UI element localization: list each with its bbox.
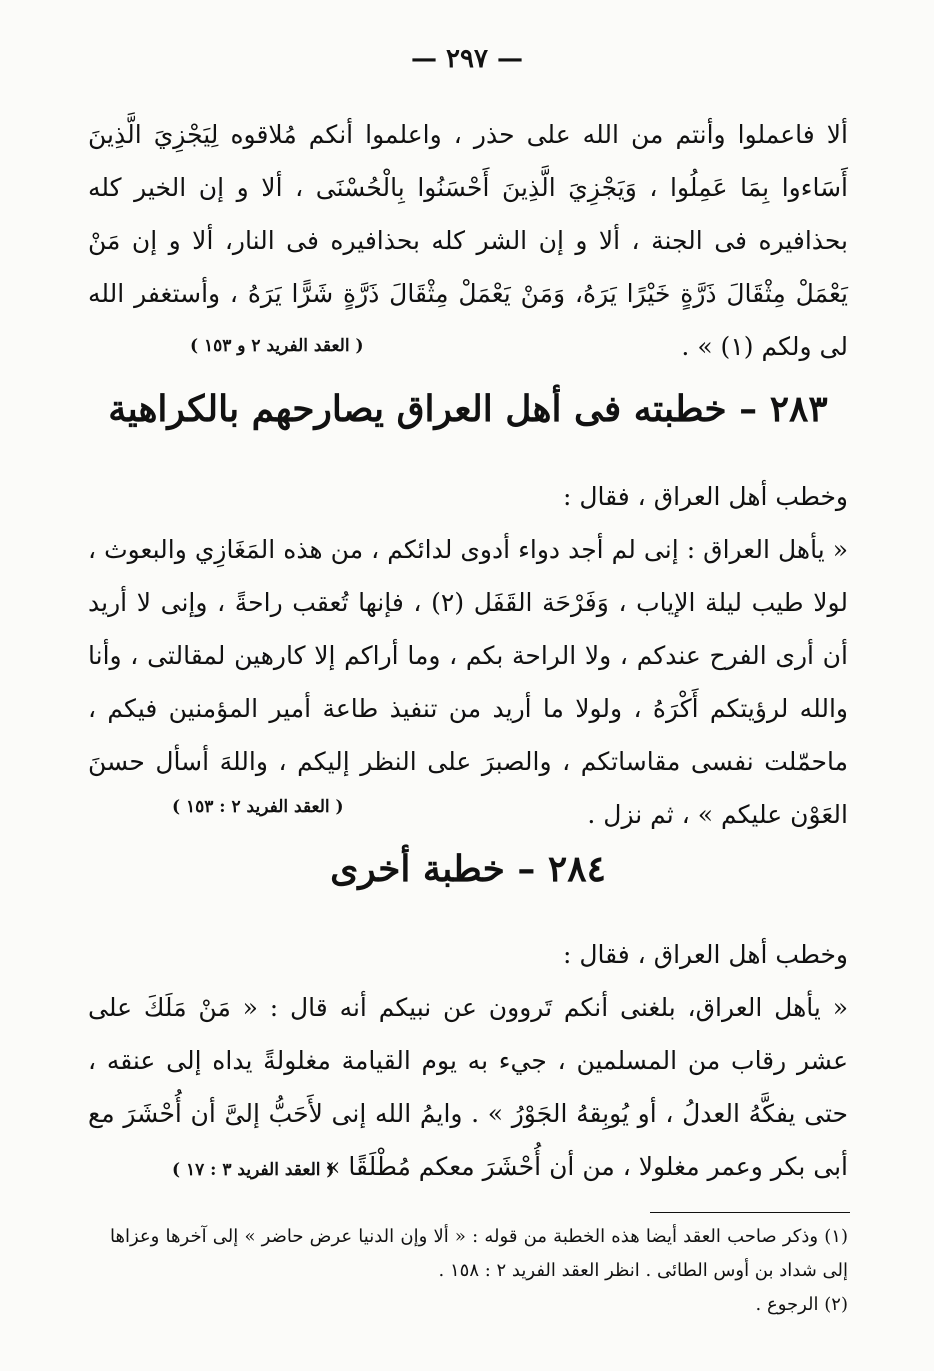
footnote-divider (650, 1212, 850, 1213)
section-speech-283 (88, 470, 848, 841)
source-citation: ( العقد الفريد ٢ : ١٥٣ ) (172, 797, 344, 817)
footnotes (110, 1220, 848, 1322)
speech-paragraph: ألا فاعملوا وأنتم من الله على حذر ، واعلموا أنكم مُلاقوه لِيَجْزِيَ الَّذِينَ أَسَاءوا بِمَا عَمِلُوا ، وَيَجْزِيَ الَّذِينَ أَحْسَنُوا بِالْحُسْنَى ، ألا و إن الخير كله بحذافيره فى الجنة ، ألا و إن الشر كله بحذافيره فى النار، ألا و إن مَنْ يَعْمَلْ مِثْقَالَ ذَرَّةٍ خَيْرًا يَرَهُ، وَمَنْ يَعْمَلْ مِثْقَالَ ذَرَّةٍ شَرًّا يَرَهُ ، وأستغفر الله لى ولكم (١) » . (88, 120, 848, 361)
speech-paragraph: « يأهل العراق، بلغنى أنكم تَروون عن نبيكم أنه قال : « مَنْ مَلَكَ على عشر رقاب من المسلمين ، جيء به يوم القيامة مغلولةً يداه إلى عنقه ، حتى يفكَّهُ العدلُ ، أو يُوبِقهُ الجَوْرُ » . وايمُ الله إنى لأَحَبُّ إلىَّ أن أُحْشَرَ مع أبى بكر وعمر مغلولا ، من أن أُحْشَرَ معكم مُطْلَقًا » . (88, 993, 848, 1181)
source-citation: ( العقد الفريد ٢ و ١٥٣ ) (190, 336, 364, 356)
footnote-2: (٢) الرجوع . (755, 1294, 848, 1315)
speech-intro: وخطب أهل العراق ، فقال : (562, 482, 848, 511)
section-heading-284 (88, 848, 848, 890)
section-speech-284 (88, 928, 848, 1193)
footnote-1: (١) وذكر صاحب العقد أيضا هذه الخطبة من قوله : « ألا وإن الدنيا عرض حاضر » إلى آخرها وعزاها إلى شداد بن أوس الطائى . انظر العقد الفريد ٢ : ١٥٨ . (110, 1226, 848, 1281)
section-heading-283 (88, 388, 848, 430)
heading-text: ٢٨٤ – خطبة أخرى (330, 848, 606, 890)
speech-paragraph: « يأهل العراق : إنى لم أجد دواء أدوى لدائكم ، من هذه المَغَازِي والبعوث ، لولا طيب ليلة الإياب ، وَفَرْحَة القَفَل (٢) ، فإنها تُعقب راحةً ، وإنى لا أريد أن أرى الفرح عندكم ، ولا الراحة بكم ، وما أراكم إلا كارهين لمقالتى ، وأنا والله لرؤيتكم أَكْرَهُ ، ولولا ما أريد من تنفيذ طاعة أمير المؤمنين فيكم ، ماحمّلت نفسى مقاساتكم ، والصبرَ على النظر إليكم ، واللهَ أسأل حسنَ العَوْن عليكم » ، ثم نزل . (88, 535, 848, 829)
page-number: — ٢٩٧ — (410, 44, 524, 74)
heading-text: ٢٨٣ – خطبته فى أهل العراق يصارحهم بالكراهية (108, 388, 828, 430)
section-speech-continuation (88, 108, 848, 373)
speech-intro: وخطب أهل العراق ، فقال : (562, 940, 848, 969)
source-citation: ( العقد الفريد ٣ : ١٧ ) (172, 1160, 335, 1180)
